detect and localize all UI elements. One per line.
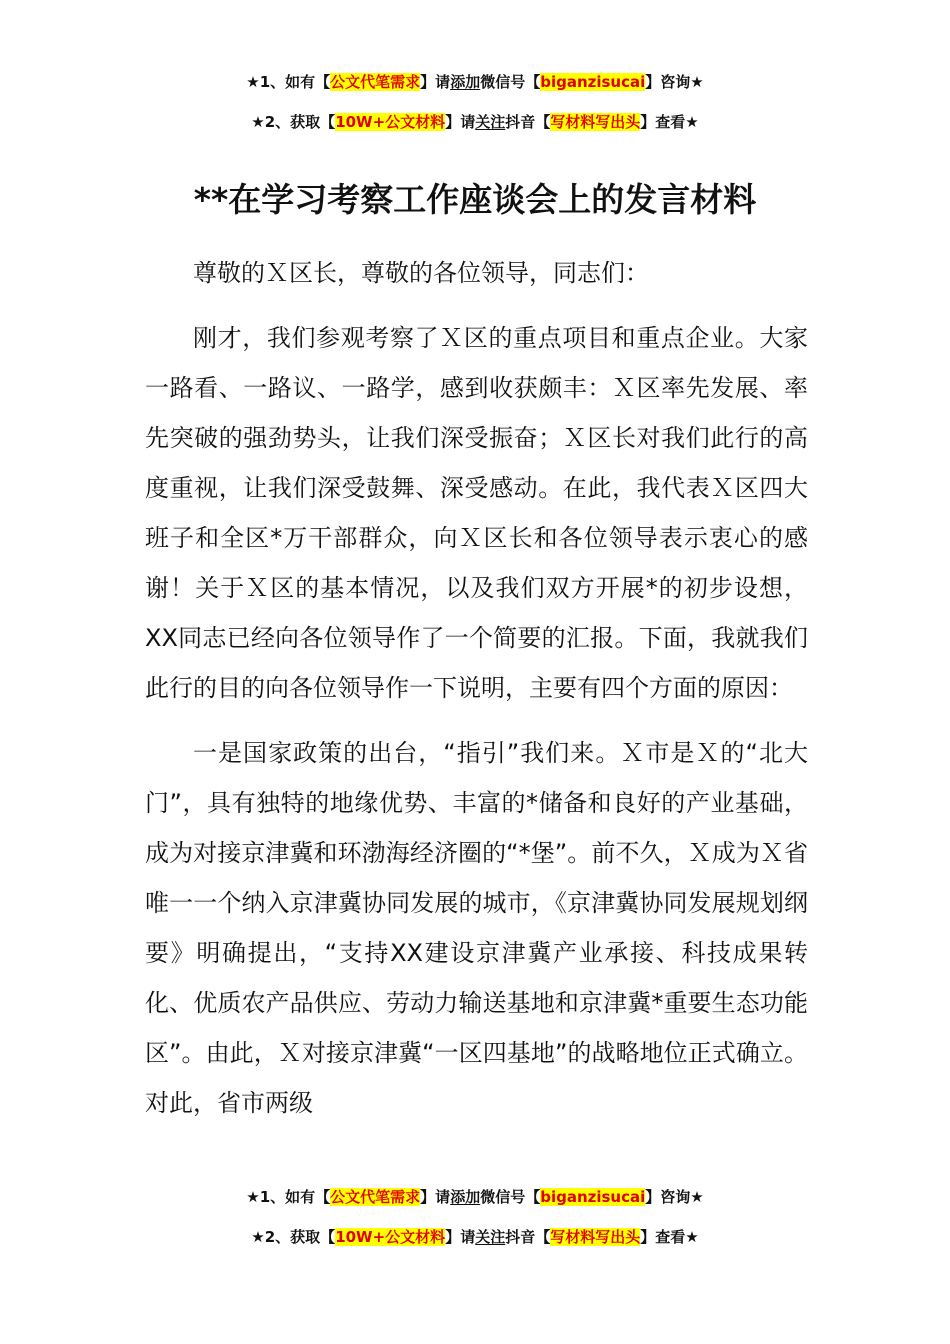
banner-text: 】查看★ bbox=[640, 1228, 699, 1246]
douyin-id: 写材料写出头 bbox=[550, 113, 641, 131]
header-line-1 bbox=[0, 72, 950, 92]
banner-text: 】咨询★ bbox=[645, 73, 704, 91]
banner-text: ★2、获取【 bbox=[251, 113, 336, 131]
banner-text: 】请 bbox=[445, 1228, 476, 1246]
banner-text: 微信号【 bbox=[480, 1188, 541, 1206]
highlight-text: 10W+公文材料 bbox=[335, 1228, 446, 1246]
banner-text: 抖音【 bbox=[505, 113, 551, 131]
header-banner bbox=[0, 72, 950, 132]
banner-text: 抖音【 bbox=[505, 1228, 551, 1246]
banner-text: 微信号【 bbox=[480, 73, 541, 91]
banner-text: ★1、如有【 bbox=[246, 73, 331, 91]
footer-banner bbox=[0, 1187, 950, 1247]
underlined-text: 添加 bbox=[450, 73, 481, 91]
paragraph: 一是国家政策的出台，“指引”我们来。Ｘ市是Ｘ的“北大门”，具有独特的地缘优势、丰富的*储备和良好的产业基础，成为对接京津冀和环渤海经济圈的“*堡”。前不久，Ｘ成为Ｘ省唯一一个纳入京津冀协同发展的城市，《京津冀协同发展规划纲要》明确提出，“支持XX建设京津冀产业承接、科技成果转化、优质农产品供应、劳动力输送基地和京津冀*重要生态功能区”。由此，Ｘ对接京津冀“一区四基地”的战略地位正式确立。对此，省市两级 bbox=[145, 739, 808, 1117]
banner-text: ★2、获取【 bbox=[251, 1228, 336, 1246]
banner-text: 】查看★ bbox=[640, 113, 699, 131]
footer-line-1 bbox=[0, 1187, 950, 1207]
footer-line-2 bbox=[0, 1227, 950, 1247]
banner-text: 】咨询★ bbox=[645, 1188, 704, 1206]
salutation: 尊敬的Ｘ区长，尊敬的各位领导，同志们： bbox=[193, 259, 649, 287]
douyin-id: 写材料写出头 bbox=[550, 1228, 641, 1246]
paragraph: 刚才，我们参观考察了Ｘ区的重点项目和重点企业。大家一路看、一路议、一路学，感到收获颇丰：Ｘ区率先发展、率先突破的强劲势头，让我们深受振奋；Ｘ区长对我们此行的高度重视，让我们深受鼓舞、深受感动。在此，我代表Ｘ区四大班子和全区*万干部群众，向Ｘ区长和各位领导表示衷心的感谢！关于Ｘ区的基本情况，以及我们双方开展*的初步设想，XX同志已经向各位领导作了一个简要的汇报。下面，我就我们此行的目的向各位领导作一下说明，主要有四个方面的原因： bbox=[145, 324, 808, 702]
highlight-text: 公文代笔需求 bbox=[330, 1188, 421, 1206]
banner-text: 】请 bbox=[445, 113, 476, 131]
banner-text: 】请 bbox=[420, 73, 451, 91]
highlight-text: 10W+公文材料 bbox=[335, 113, 446, 131]
banner-text: ★1、如有【 bbox=[246, 1188, 331, 1206]
underlined-text: 关注 bbox=[475, 113, 506, 131]
wechat-id: biganzisucai bbox=[540, 73, 646, 91]
banner-text: 】请 bbox=[420, 1188, 451, 1206]
underlined-text: 添加 bbox=[450, 1188, 481, 1206]
document-title: **在学习考察工作座谈会上的发言材料 bbox=[193, 180, 757, 219]
wechat-id: biganzisucai bbox=[540, 1188, 646, 1206]
highlight-text: 公文代笔需求 bbox=[330, 73, 421, 91]
header-line-2 bbox=[0, 112, 950, 132]
document-body bbox=[145, 248, 808, 1143]
underlined-text: 关注 bbox=[475, 1228, 506, 1246]
